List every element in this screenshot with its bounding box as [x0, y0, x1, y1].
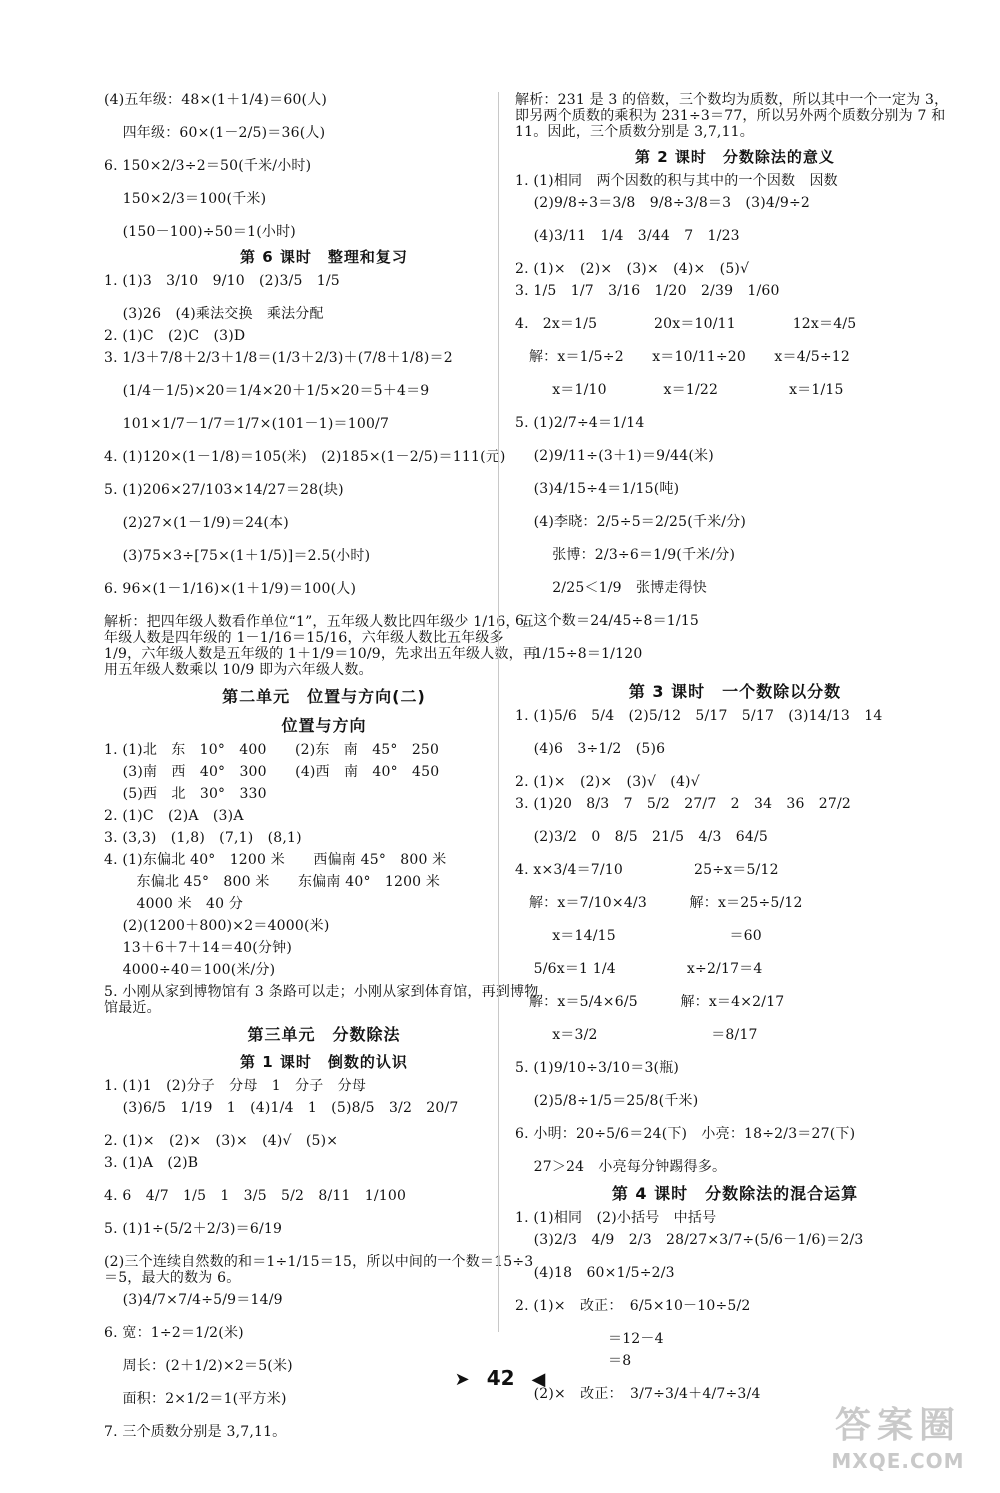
answer-paragraph: 解析：把四年级人数看作单位“1”，五年级人数比四年级少 1/16，五年级人数是四年级的 1－1/16＝15/16，六年级人数比五年级多 1/9，六年级人数是五年级的 1＋1/9＝10/9，先求出五年级人数，再用五年级人数乘以 10/9 即为六年级人数。 — [104, 614, 538, 678]
answer-line: 2/25＜1/9 张博走得快 — [515, 580, 707, 596]
answer-line: 6. 150×2/3÷2＝50(千米/小时) — [104, 158, 312, 174]
answer-line: 4000 米 40 分 — [104, 896, 244, 912]
answer-line: 2. (1)× (2)× (3)× (4)× (5)√ — [515, 261, 750, 277]
page-footer — [0, 1366, 1000, 1390]
answer-line: 4. (1)120×(1－1/8)＝105(米) (2)185×(1－2/5)＝111(元) — [104, 449, 506, 465]
answer-line: 4. 6 4/7 1/5 1 3/5 5/2 8/11 1/100 — [104, 1188, 407, 1204]
answer-paragraph: 5. 小刚从家到博物馆有 3 条路可以走；小刚从家到体育馆，再到博物馆最近。 — [104, 984, 539, 1016]
answer-line: (3)26 (4)乘法交换 乘法分配 — [104, 306, 324, 322]
answer-line: ＝8 — [515, 1353, 632, 1369]
answer-line: 3. (3,3) (1,8) (7,1) (8,1) — [104, 830, 302, 846]
answer-line: (150－100)÷50＝1(小时) — [104, 224, 296, 240]
answer-line: 3. 1/5 1/7 3/16 1/20 2/39 1/60 — [515, 283, 780, 299]
answer-line: 1/15÷8＝1/120 — [515, 646, 643, 662]
answer-line: 5. (1)206×27/103×14/27＝28(块) — [104, 482, 344, 498]
answer-line: (4)五年级：48×(1＋1/4)＝60(人) — [104, 92, 328, 108]
answer-line: 4. x×3/4＝7/10 25÷x＝5/12 — [515, 862, 779, 878]
answer-line: 张博：2/3÷6＝1/9(千米/分) — [515, 547, 736, 563]
section-heading: 第 1 课时 倒数的认识 — [240, 1053, 408, 1071]
answer-line: 13＋6＋7＋14＝40(分钟) — [104, 940, 292, 956]
answer-line: ＝12－4 — [515, 1331, 664, 1347]
answer-line: 1. (1)相同 (2)小括号 中括号 — [515, 1210, 717, 1226]
answer-line: 东偏北 45° 800 米 东偏南 40° 1200 米 — [104, 874, 441, 890]
answer-line: 1. (1)5/6 5/4 (2)5/12 5/17 5/17 (3)14/13 14 — [515, 708, 883, 724]
answer-line: (3)2/3 4/9 2/3 28/27×3/7÷(5/6－1/6)＝2/3 — [515, 1232, 864, 1248]
answer-line: 1. (1)1 (2)分子 分母 1 分子 分母 — [104, 1078, 367, 1094]
page-number: 42 — [486, 1366, 515, 1390]
answer-line: 5/6x＝1 1/4 x÷2/17＝4 — [515, 961, 763, 977]
answer-line: 面积：2×1/2＝1(平方米) — [104, 1391, 287, 1407]
answer-line: 3. 1/3＋7/8＋2/3＋1/8＝(1/3＋2/3)＋(7/8＋1/8)＝2 — [104, 350, 453, 366]
answer-line: 3. (1)A (2)B — [104, 1155, 199, 1171]
answer-line: 1. (1)3 3/10 9/10 (2)3/5 1/5 — [104, 273, 340, 289]
answer-line: (3)6/5 1/19 1 (4)1/4 1 (5)8/5 3/2 20/7 — [104, 1100, 459, 1116]
answer-line: 2. (1)× (2)× (3)√ (4)√ — [515, 774, 700, 790]
answer-line: (3)75×3÷[75×(1＋1/5)]＝2.5(小时) — [104, 548, 371, 564]
answer-line: (4)李晓：2/5÷5＝2/25(千米/分) — [515, 514, 747, 530]
answer-line: (2)× 改正： 3/7÷3/4＋4/7÷3/4 — [515, 1386, 761, 1402]
answer-line: 5. (1)2/7÷4＝1/14 — [515, 415, 645, 431]
answer-line: 解：x＝5/4×6/5 解：x＝4×2/17 — [515, 994, 785, 1010]
answer-line: (3)南 西 40° 300 (4)西 南 40° 450 — [104, 764, 440, 780]
answer-paragraph: 解析：231 是 3 的倍数，三个数均为质数，所以其中一个一定为 3，即另两个质数的乘积为 231÷3＝77，所以另外两个质数分别为 7 和 11。因此，三个质数分别是 3,7,11。 — [515, 92, 949, 140]
answer-line: x＝1/10 x＝1/22 x＝1/15 — [515, 382, 844, 398]
section-heading: 第二单元 位置与方向(二) — [222, 687, 426, 706]
answer-line: (2)3/2 0 8/5 21/5 4/3 64/5 — [515, 829, 769, 845]
section-heading: 第三单元 分数除法 — [247, 1025, 401, 1044]
watermark-url: MXQE.COM — [831, 1449, 965, 1473]
answer-line: 四年级：60×(1－2/5)＝36(人) — [104, 125, 326, 141]
answer-line: (2)9/8÷3＝3/8 9/8÷3/8＝3 (3)4/9÷2 — [515, 195, 811, 211]
answer-line: (5)西 北 30° 330 — [104, 786, 267, 802]
watermark-logo-text: 答案圈 — [834, 1405, 961, 1446]
answer-line: 2. (1)× 改正： 6/5×10－10÷5/2 — [515, 1298, 751, 1314]
answer-line: 5. (1)9/10÷3/10＝3(瓶) — [515, 1060, 680, 1076]
answer-line: (2)9/11÷(3＋1)＝9/44(米) — [515, 448, 714, 464]
watermark-logo — [808, 1404, 988, 1484]
answer-line: 6. 小明：20÷5/6＝24(下) 小亮：18÷2/3＝27(下) — [515, 1126, 856, 1142]
answer-line: 1. (1)相同 两个因数的积与其中的一个因数 因数 — [515, 173, 838, 189]
answer-line: 4. 2x＝1/5 20x＝10/11 12x＝4/5 — [515, 316, 857, 332]
answer-line: (4)3/11 1/4 3/44 7 1/23 — [515, 228, 740, 244]
right-column — [515, 92, 955, 1408]
answer-line: 4. (1)东偏北 40° 1200 米 西偏南 45° 800 米 — [104, 852, 447, 868]
answer-line: 解：x＝1/5÷2 x＝10/11÷20 x＝4/5÷12 — [515, 349, 850, 365]
answer-line: 2. (1)C (2)C (3)D — [104, 328, 246, 344]
answer-line: 7. 三个质数分别是 3,7,11。 — [104, 1424, 287, 1440]
answer-line: x＝14/15 ＝60 — [515, 928, 762, 944]
answer-line: 27＞24 小亮每分钟踢得多。 — [515, 1159, 727, 1175]
answer-line: (4)18 60×1/5÷2/3 — [515, 1265, 675, 1281]
answer-line: 150×2/3＝100(千米) — [104, 191, 267, 207]
answer-line: 6. 这个数＝24/45÷8＝1/15 — [515, 613, 700, 629]
answer-line: (2)5/8÷1/5＝25/8(千米) — [515, 1093, 699, 1109]
answer-line: (2)(1200＋800)×2＝4000(米) — [104, 918, 330, 934]
answer-line: 解：x＝7/10×4/3 解：x＝25÷5/12 — [515, 895, 803, 911]
answer-line: 5. (1)1÷(5/2＋2/3)＝6/19 — [104, 1221, 283, 1237]
answer-line: 6. 宽：1÷2＝1/2(米) — [104, 1325, 244, 1341]
answer-line: 2. (1)× (2)× (3)× (4)√ (5)× — [104, 1133, 339, 1149]
section-heading: 位置与方向 — [281, 716, 367, 735]
left-column — [104, 92, 544, 1446]
answer-line: (1/4－1/5)×20＝1/4×20＋1/5×20＝5＋4＝9 — [104, 383, 430, 399]
answer-line: 101×1/7－1/7＝1/7×(101－1)＝100/7 — [104, 416, 390, 432]
section-heading: 第 6 课时 整理和复习 — [240, 248, 408, 266]
section-heading: 第 3 课时 一个数除以分数 — [628, 682, 842, 701]
answer-line: 1. (1)北 东 10° 400 (2)东 南 45° 250 — [104, 742, 440, 758]
answer-line: x＝3/2 ＝8/17 — [515, 1027, 758, 1043]
answer-line: (3)4/7×7/4÷5/9＝14/9 — [104, 1292, 283, 1308]
section-heading: 第 4 课时 分数除法的混合运算 — [611, 1184, 859, 1203]
answer-line: (2)27×(1－1/9)＝24(本) — [104, 515, 289, 531]
answer-line: (4)6 3÷1/2 (5)6 — [515, 741, 666, 757]
answer-line: 3. (1)20 8/3 7 5/2 27/7 2 34 36 27/2 — [515, 796, 852, 812]
answer-line: 6. 96×(1－1/16)×(1＋1/9)＝100(人) — [104, 581, 357, 597]
answer-line: 2. (1)C (2)A (3)A — [104, 808, 244, 824]
arrow-right-icon: ➤ — [454, 1369, 470, 1390]
column-divider — [498, 92, 499, 1332]
answer-line: (3)4/15÷4＝1/15(吨) — [515, 481, 680, 497]
answer-line: 4000÷40＝100(米/分) — [104, 962, 276, 978]
arrow-left-icon: ◀ — [531, 1369, 546, 1390]
answer-line: 周长：(2＋1/2)×2＝5(米) — [104, 1358, 293, 1374]
section-heading: 第 2 课时 分数除法的意义 — [635, 148, 835, 166]
answer-paragraph: (2)三个连续自然数的和＝1÷1/15＝15，所以中间的一个数＝15÷3＝5，最大的数为 6。 — [104, 1254, 534, 1286]
